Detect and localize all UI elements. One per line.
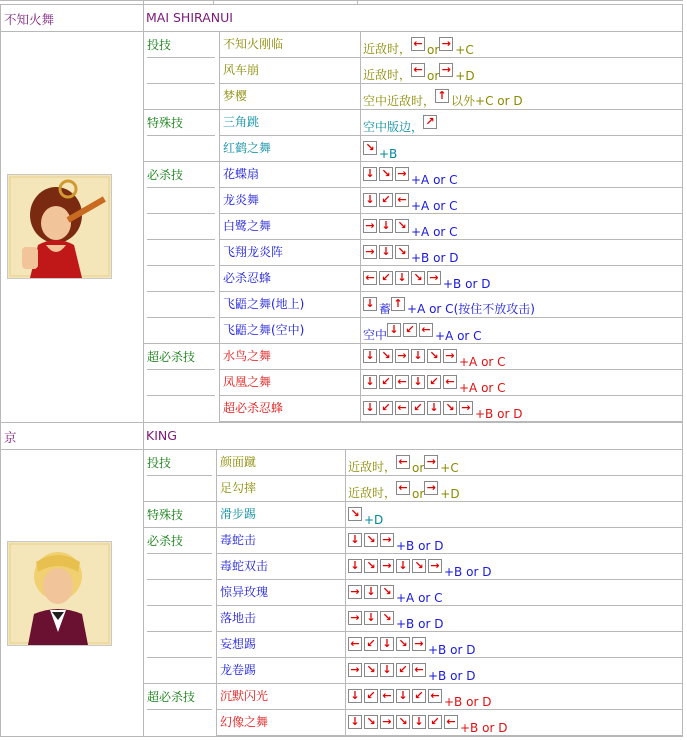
- mai-move-name: 必杀忍蜂: [223, 271, 272, 285]
- command-text: +A or C: [459, 381, 506, 395]
- arrow-icon: ←: [443, 375, 457, 389]
- mai-move-name: 飞鼯之舞(空中): [223, 323, 305, 337]
- arrow-icon: →: [412, 637, 426, 651]
- arrow-icon: ←: [395, 375, 409, 389]
- command-text: +B or D: [411, 251, 459, 265]
- arrow-icon: ↘: [379, 349, 393, 363]
- arrow-icon: ↙: [427, 375, 441, 389]
- mai-move-name: 水鸟之舞: [223, 349, 272, 363]
- arrow-icon: →: [363, 219, 377, 233]
- command-text: 空中版边，: [363, 120, 424, 134]
- arrow-icon: ↙: [396, 663, 410, 677]
- arrow-icon: ←: [348, 637, 362, 651]
- command-text: +B or D: [428, 643, 476, 657]
- king-move-name: 滑步踢: [220, 507, 257, 521]
- arrow-icon: ←: [411, 63, 425, 77]
- king-move-name: 妄想踢: [220, 637, 257, 651]
- mai-move-name: 白鹭之舞: [223, 219, 272, 233]
- arrow-icon: →: [348, 611, 362, 625]
- arrow-icon: ↓: [348, 715, 362, 729]
- arrow-icon: ↓: [363, 297, 377, 311]
- arrow-icon: →: [363, 245, 377, 259]
- command-text: +B or D: [460, 721, 508, 735]
- arrow-icon: ↙: [379, 375, 393, 389]
- arrow-icon: ↓: [395, 271, 409, 285]
- arrow-icon: →: [424, 455, 438, 469]
- arrow-icon: ↓: [364, 611, 378, 625]
- king-move-command: [348, 611, 443, 631]
- command-text: +D: [440, 487, 460, 501]
- command-text: +A or C(按住不放攻击): [407, 302, 535, 316]
- arrow-icon: ↓: [363, 401, 377, 415]
- arrow-icon: ↘: [380, 611, 394, 625]
- king-portrait: [7, 541, 112, 646]
- arrow-icon: ↓: [363, 167, 377, 181]
- command-text: +C: [440, 461, 459, 475]
- king-move-name: 足勾摔: [220, 481, 257, 495]
- command-text: +A or C: [435, 329, 482, 343]
- mai-category-sp-5: 必杀技: [147, 168, 184, 182]
- command-text: +B or D: [444, 565, 492, 579]
- arrow-icon: →: [459, 401, 473, 415]
- arrow-icon: →: [348, 585, 362, 599]
- mai-move-command: [363, 375, 506, 395]
- king-move-command: [348, 507, 383, 527]
- arrow-icon: ↘: [411, 271, 425, 285]
- arrow-icon: ↓: [363, 349, 377, 363]
- arrow-icon: ↘: [412, 559, 426, 573]
- command-text: +B or D: [444, 695, 492, 709]
- arrow-icon: →: [439, 63, 453, 77]
- king-move-command: [348, 689, 491, 709]
- arrow-icon: ↘: [427, 349, 441, 363]
- arrow-icon: ↙: [364, 637, 378, 651]
- arrow-icon: →: [428, 559, 442, 573]
- command-text: +A or C: [459, 355, 506, 369]
- king-move-name: 毒蛇双击: [220, 559, 269, 573]
- arrow-icon: →: [427, 271, 441, 285]
- arrow-icon: ↓: [363, 375, 377, 389]
- command-text: 近敌时，: [363, 42, 412, 56]
- arrow-icon: ↙: [412, 689, 426, 703]
- arrow-icon: ↘: [364, 715, 378, 729]
- arrow-icon: ↓: [363, 193, 377, 207]
- king-move-command: [348, 481, 460, 501]
- king-move-name: 沉默闪光: [220, 689, 269, 703]
- arrow-icon: ↙: [428, 715, 442, 729]
- mai-move-name: 超必杀忍蜂: [223, 401, 284, 415]
- king-move-command: [348, 715, 507, 735]
- mai-move-command: [363, 219, 458, 239]
- arrow-icon: ↗: [423, 115, 437, 129]
- arrow-icon: ↘: [396, 637, 410, 651]
- arrow-icon: ←: [428, 689, 442, 703]
- arrow-icon: ↓: [348, 533, 362, 547]
- arrow-icon: ↙: [379, 271, 393, 285]
- arrow-icon: →: [380, 559, 394, 573]
- arrow-icon: ←: [396, 481, 410, 495]
- command-text: +B or D: [396, 617, 444, 631]
- mai-move-command: [363, 141, 397, 161]
- command-text: +A or C: [411, 199, 458, 213]
- command-text: or: [412, 461, 425, 475]
- mai-move-command: [363, 245, 458, 265]
- arrow-icon: ↘: [363, 141, 377, 155]
- mai-name-cn: 不知火舞: [4, 12, 55, 27]
- mai-move-command: [363, 271, 490, 291]
- command-text: +C: [455, 43, 474, 57]
- mai-move-command: [363, 63, 475, 83]
- arrow-icon: ↘: [380, 585, 394, 599]
- mai-move-name: 飞鼯之舞(地上): [223, 297, 305, 311]
- mai-move-name: 风车崩: [223, 63, 260, 77]
- mai-move-name: 梦樱: [223, 89, 248, 103]
- command-text: +B or D: [396, 539, 444, 553]
- mai-category-super-12: 超必杀技: [147, 350, 196, 364]
- mai-portrait-icon: [8, 175, 111, 278]
- command-text: or: [427, 69, 440, 83]
- king-name-en: KING: [146, 428, 177, 443]
- mai-name-en: MAI SHIRANUI: [146, 10, 233, 25]
- king-move-command: [348, 533, 443, 553]
- arrow-icon: ↓: [396, 559, 410, 573]
- arrow-icon: ↘: [443, 401, 457, 415]
- king-move-name: 颜面蹴: [220, 455, 257, 469]
- command-text: 空中: [363, 328, 388, 342]
- arrow-icon: ↙: [411, 401, 425, 415]
- command-text: +A or C: [411, 225, 458, 239]
- mai-move-command: [363, 297, 535, 317]
- arrow-icon: ↙: [379, 401, 393, 415]
- arrow-icon: ↓: [380, 637, 394, 651]
- arrow-icon: ↘: [348, 507, 362, 521]
- arrow-icon: ↓: [379, 245, 393, 259]
- arrow-icon: ↘: [396, 715, 410, 729]
- arrow-icon: ↓: [411, 349, 425, 363]
- arrow-icon: ↓: [380, 663, 394, 677]
- command-text: +B or D: [428, 669, 476, 683]
- arrow-icon: ↘: [364, 559, 378, 573]
- arrow-icon: ↘: [395, 245, 409, 259]
- command-text: 蓄: [379, 302, 392, 316]
- mai-move-command: [363, 401, 522, 421]
- king-move-name: 惊异玫瑰: [220, 585, 269, 599]
- king-move-name: 龙卷踢: [220, 663, 257, 677]
- mai-move-name: 三角跳: [223, 115, 260, 129]
- mai-move-command: [363, 89, 523, 109]
- command-text: 近敌时，: [363, 68, 412, 82]
- king-move-command: [348, 637, 475, 657]
- command-text: 近敌时，: [348, 460, 397, 474]
- arrow-icon: →: [443, 349, 457, 363]
- arrow-icon: ←: [395, 401, 409, 415]
- king-move-command: [348, 455, 459, 475]
- command-text: +D: [364, 513, 384, 527]
- command-text: +A or C: [411, 173, 458, 187]
- mai-category-throw-0: 投技: [147, 38, 172, 52]
- command-text: +B or D: [443, 277, 491, 291]
- mai-move-name: 花蝶扇: [223, 167, 260, 181]
- arrow-icon: ↘: [364, 663, 378, 677]
- arrow-icon: →: [395, 349, 409, 363]
- arrow-icon: →: [424, 481, 438, 495]
- arrow-icon: ↘: [379, 167, 393, 181]
- mai-portrait: [7, 174, 112, 279]
- mai-move-name: 不知火刚临: [223, 37, 284, 51]
- command-text: or: [412, 487, 425, 501]
- command-text: 近敌时，: [348, 486, 397, 500]
- arrow-icon: ←: [363, 271, 377, 285]
- arrow-icon: ↓: [396, 689, 410, 703]
- king-move-command: [348, 663, 475, 683]
- king-category-sp-3: 必杀技: [147, 534, 184, 548]
- mai-move-name: 凤凰之舞: [223, 375, 272, 389]
- command-text: +D: [455, 69, 475, 83]
- arrow-icon: →: [348, 663, 362, 677]
- mai-move-name: 红鹤之舞: [223, 141, 272, 155]
- mai-move-command: [363, 349, 506, 369]
- arrow-icon: ↓: [387, 323, 401, 337]
- arrow-icon: ←: [395, 193, 409, 207]
- arrow-icon: ↓: [364, 585, 378, 599]
- mai-category-special-3: 特殊技: [147, 116, 184, 130]
- king-portrait-icon: [8, 542, 111, 645]
- arrow-icon: ↘: [395, 219, 409, 233]
- mai-move-name: 飞翔龙炎阵: [223, 245, 284, 259]
- mai-move-command: [363, 193, 458, 213]
- command-text: +A or C: [396, 591, 443, 605]
- king-name-cn: 京: [4, 430, 17, 445]
- arrow-icon: ←: [412, 663, 426, 677]
- king-move-name: 幻像之舞: [220, 715, 269, 729]
- arrow-icon: →: [380, 715, 394, 729]
- mai-move-command: [363, 115, 439, 135]
- command-text: or: [427, 43, 440, 57]
- command-text: +B: [379, 147, 398, 161]
- arrow-icon: →: [380, 533, 394, 547]
- arrow-icon: ←: [396, 455, 410, 469]
- arrow-icon: ↓: [348, 689, 362, 703]
- arrow-icon: ↓: [412, 715, 426, 729]
- mai-move-name: 龙炎舞: [223, 193, 260, 207]
- arrow-icon: →: [395, 167, 409, 181]
- arrow-icon: ←: [411, 37, 425, 51]
- arrow-icon: ↘: [364, 533, 378, 547]
- arrow-icon: ↓: [427, 401, 441, 415]
- command-text: 以外+C or D: [451, 94, 523, 108]
- command-text: +B or D: [475, 407, 523, 421]
- arrow-icon: ↙: [403, 323, 417, 337]
- king-category-special-2: 特殊技: [147, 508, 184, 522]
- arrow-icon: →: [439, 37, 453, 51]
- king-move-command: [348, 559, 491, 579]
- arrow-icon: ↙: [364, 689, 378, 703]
- arrow-icon: ↑: [435, 89, 449, 103]
- arrow-icon: ←: [380, 689, 394, 703]
- king-category-throw-0: 投技: [147, 456, 172, 470]
- king-move-name: 落地击: [220, 611, 257, 625]
- arrow-icon: ↓: [411, 375, 425, 389]
- mai-move-command: [363, 167, 458, 187]
- arrow-icon: ←: [444, 715, 458, 729]
- king-move-name: 毒蛇击: [220, 533, 257, 547]
- mai-move-command: [363, 37, 474, 57]
- king-move-command: [348, 585, 443, 605]
- arrow-icon: ↙: [379, 193, 393, 207]
- command-text: 空中近敌时，: [363, 94, 436, 108]
- arrow-icon: ↓: [379, 219, 393, 233]
- king-category-super-9: 超必杀技: [147, 690, 196, 704]
- arrow-icon: ←: [419, 323, 433, 337]
- arrow-icon: ↑: [391, 297, 405, 311]
- mai-move-command: [363, 323, 482, 343]
- arrow-icon: ↓: [348, 559, 362, 573]
